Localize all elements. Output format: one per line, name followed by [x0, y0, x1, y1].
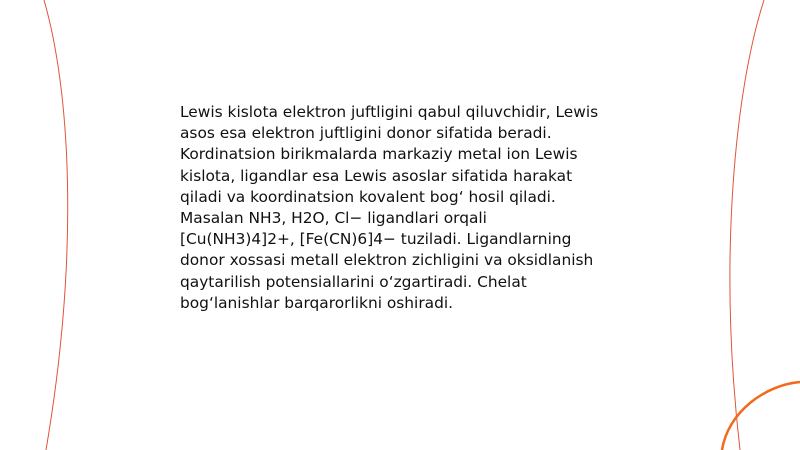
slide-body-text: Lewis kislota elektron juftligini qabul qiluvchidir, Lewis asos esa elektron juftligini donor sifatida beradi. Kordinatsion birikmalarda markaziy metal ion Lewis kislota, ligandlar esa Lewis asoslar sifatida harakat qiladi va koordinatsion kovalent bog‘ hosil qiladi. Masalan NH3, H2O, Cl− ligandlari orqali [Cu(NH3)4]2+, [Fe(CN)6]4− tuziladi. Ligandlarning donor xossasi metall elektron zichligini va oksidlanish qaytarilish potensiallarini o‘zgartiradi. Chelat bog‘lanishlar barqarorlikni oshiradi. — [180, 103, 599, 312]
left-arc-decoration — [44, 0, 68, 450]
bottom-right-orange-arc — [722, 382, 800, 450]
right-arc-decoration — [730, 0, 764, 450]
